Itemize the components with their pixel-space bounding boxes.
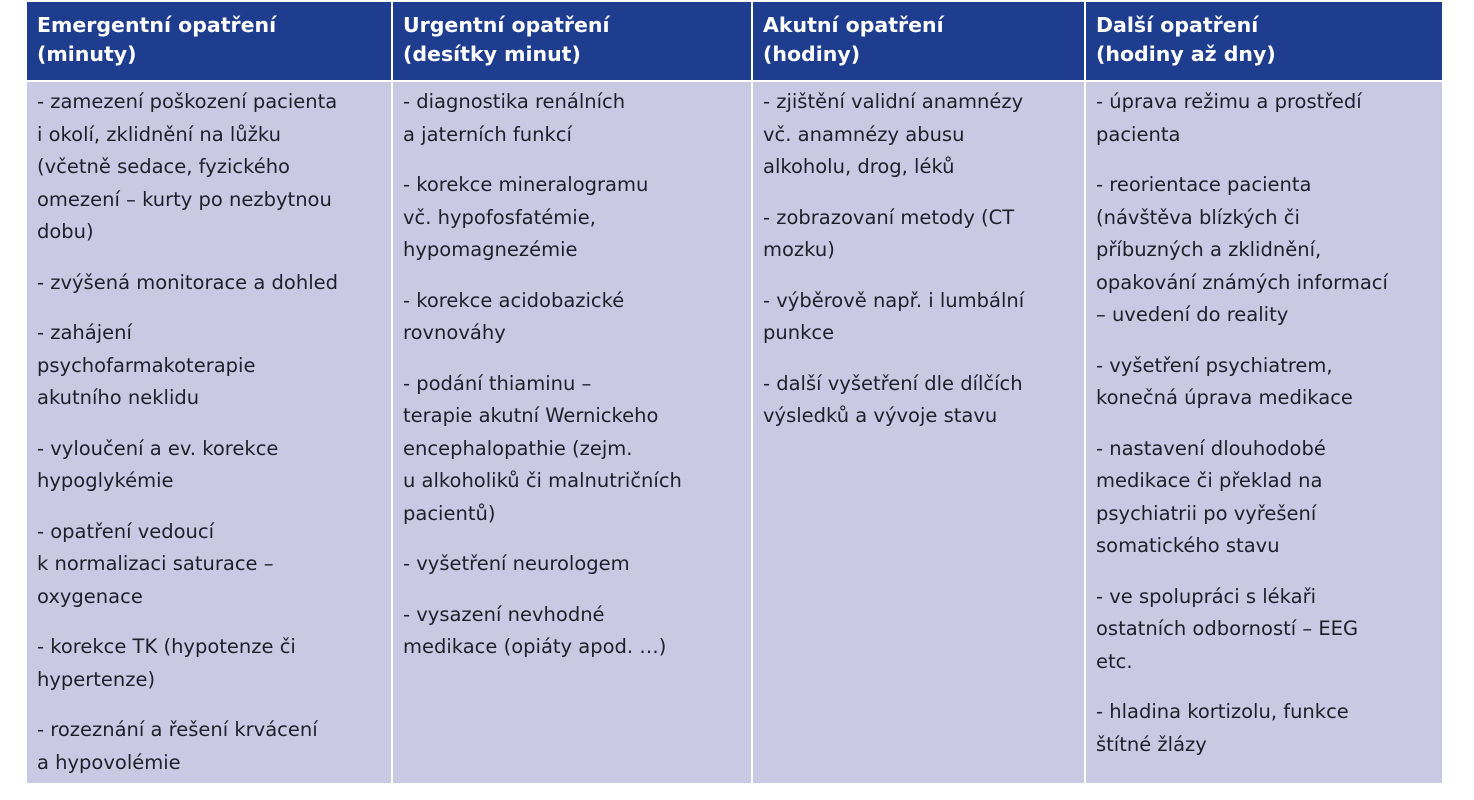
list-item-line: etc. (1096, 649, 1133, 673)
column-cell-emergent (27, 81, 392, 783)
list-item-line: - nastavení dlouhodobé (1096, 436, 1326, 460)
list-item-line: - vyšetření neurologem (403, 552, 630, 575)
list-item (37, 631, 381, 696)
list-item (403, 368, 741, 531)
list-item (763, 86, 1074, 184)
list-item-line: psychofarmakoterapie (37, 353, 256, 377)
list-item-line: štítné žlázy (1096, 732, 1207, 756)
list-item (1096, 433, 1432, 563)
list-item-line: - rozeznání a řešení krvácení (37, 718, 318, 741)
list-item-line: - korekce acidobazické (403, 288, 625, 312)
list-item-line: hypomagnezémie (403, 238, 578, 261)
list-item-line: medikace či překlad na (1096, 469, 1323, 492)
column-cell-urgent (392, 81, 752, 783)
list-item (763, 285, 1074, 350)
list-item-line: - korekce mineralogramu (403, 173, 649, 196)
list-item (763, 202, 1074, 267)
list-item (1096, 696, 1432, 761)
list-item-line: - ve spolupráci s lékaři (1096, 584, 1317, 608)
list-item-line: dobu) (37, 220, 94, 243)
list-item-line: pacienta (1096, 122, 1181, 146)
list-item-line: - diagnostika renálních (403, 90, 626, 113)
list-item-line: ostatních odborností – EEG (1096, 617, 1359, 640)
list-item-line: - vyšetření psychiatrem, (1096, 353, 1333, 377)
list-item-line: - zvýšená monitorace a dohled (37, 270, 338, 294)
list-item-line: - výběrově např. i lumbální (763, 288, 1025, 312)
list-item (37, 317, 381, 415)
list-item (403, 548, 741, 581)
column-header-line: Akutní opatření (763, 13, 944, 37)
list-item-line: somatického stavu (1096, 534, 1280, 557)
list-item-line: pacientů) (403, 501, 496, 525)
list-item-line: - vyloučení a ev. korekce (37, 436, 279, 460)
list-item (37, 516, 381, 614)
list-item (1096, 169, 1432, 332)
list-item-line: - korekce TK (hypotenze či (37, 635, 296, 658)
list-item-line: k normalizaci saturace – (37, 552, 274, 575)
list-item-line: - zobrazovaní metody (CT (763, 205, 1015, 229)
column-header-line: (hodiny) (763, 42, 861, 66)
list-item-line: - hladina kortizolu, funkce (1096, 700, 1349, 723)
list-item-line: - zahájení (37, 321, 132, 344)
list-item-line: (včetně sedace, fyzického (37, 155, 290, 178)
column-header-line: (hodiny až dny) (1096, 42, 1276, 66)
column-header-line: Emergentní opatření (37, 13, 277, 37)
column-header-emergent (27, 2, 392, 81)
list-item-line: akutního neklidu (37, 386, 200, 409)
header-row (27, 2, 1442, 81)
column-header-acute (752, 2, 1085, 81)
list-item (1096, 581, 1432, 679)
list-item (403, 599, 741, 664)
table-body (27, 81, 1442, 783)
list-item-line: (návštěva blízkých či (1096, 205, 1300, 229)
list-item-line: - vysazení nevhodné (403, 602, 605, 626)
list-item-line: alkoholu, drog, léků (763, 155, 955, 178)
list-item (37, 433, 381, 498)
list-item-line: a hypovolémie (37, 750, 181, 774)
column-header-line: Urgentní opatření (403, 13, 610, 37)
list-item-line: u alkoholiků či malnutričních (403, 469, 682, 492)
list-item-line: omezení – kurty po nezbytnou (37, 187, 332, 211)
column-cell-further (1085, 81, 1442, 783)
body-row (27, 81, 1442, 783)
list-item-line: opakování známých informací (1096, 270, 1388, 294)
list-item-line: - další vyšetření dle dílčích (763, 371, 1023, 395)
column-header-line: (desítky minut) (403, 42, 581, 66)
list-item-line: - reorientace pacienta (1096, 173, 1312, 196)
column-header-further (1085, 2, 1442, 81)
list-item-line: - podání thiaminu – (403, 371, 592, 395)
list-item-line: výsledků a vývoje stavu (763, 404, 998, 427)
column-header-line: (minuty) (37, 42, 137, 66)
list-item-line: - zjištění validní anamnézy (763, 90, 1024, 113)
list-item-line: encephalopathie (zejm. (403, 436, 633, 460)
list-item-line: příbuzných a zklidnění, (1096, 238, 1322, 261)
list-item-line: – uvedení do reality (1096, 303, 1289, 326)
list-item-line: terapie akutní Wernickeho (403, 404, 659, 427)
measures-table (27, 2, 1442, 783)
list-item-line: konečná úprava medikace (1096, 386, 1353, 409)
list-item-line: oxygenace (37, 584, 143, 608)
list-item (37, 86, 381, 249)
list-item-line: rovnováhy (403, 321, 506, 344)
column-cell-acute (752, 81, 1085, 783)
list-item-line: hypoglykémie (37, 469, 174, 492)
list-item-line: vč. hypofosfatémie, (403, 205, 596, 229)
list-item-line: hypertenze) (37, 667, 156, 691)
list-item-line: medikace (opiáty apod. …) (403, 635, 667, 658)
list-item (1096, 86, 1432, 151)
list-item-line: a jaterních funkcí (403, 122, 572, 146)
list-item-line: i okolí, zklidnění na lůžku (37, 122, 281, 146)
list-item-line: - opatření vedoucí (37, 519, 215, 543)
column-header-line: Další opatření (1096, 13, 1259, 37)
list-item (37, 267, 381, 300)
list-item (403, 169, 741, 267)
list-item-line: - úprava režimu a prostředí (1096, 90, 1362, 113)
table-header (27, 2, 1442, 81)
list-item (1096, 350, 1432, 415)
list-item-line: mozku) (763, 238, 835, 261)
list-item-line: vč. anamnézy abusu (763, 122, 965, 146)
list-item (403, 86, 741, 151)
list-item (763, 368, 1074, 433)
list-item-line: punkce (763, 321, 835, 344)
column-header-urgent (392, 2, 752, 81)
list-item-line: psychiatrii po vyřešení (1096, 501, 1317, 525)
list-item (37, 714, 381, 779)
list-item-line: - zamezení poškození pacienta (37, 90, 338, 113)
list-item (403, 285, 741, 350)
